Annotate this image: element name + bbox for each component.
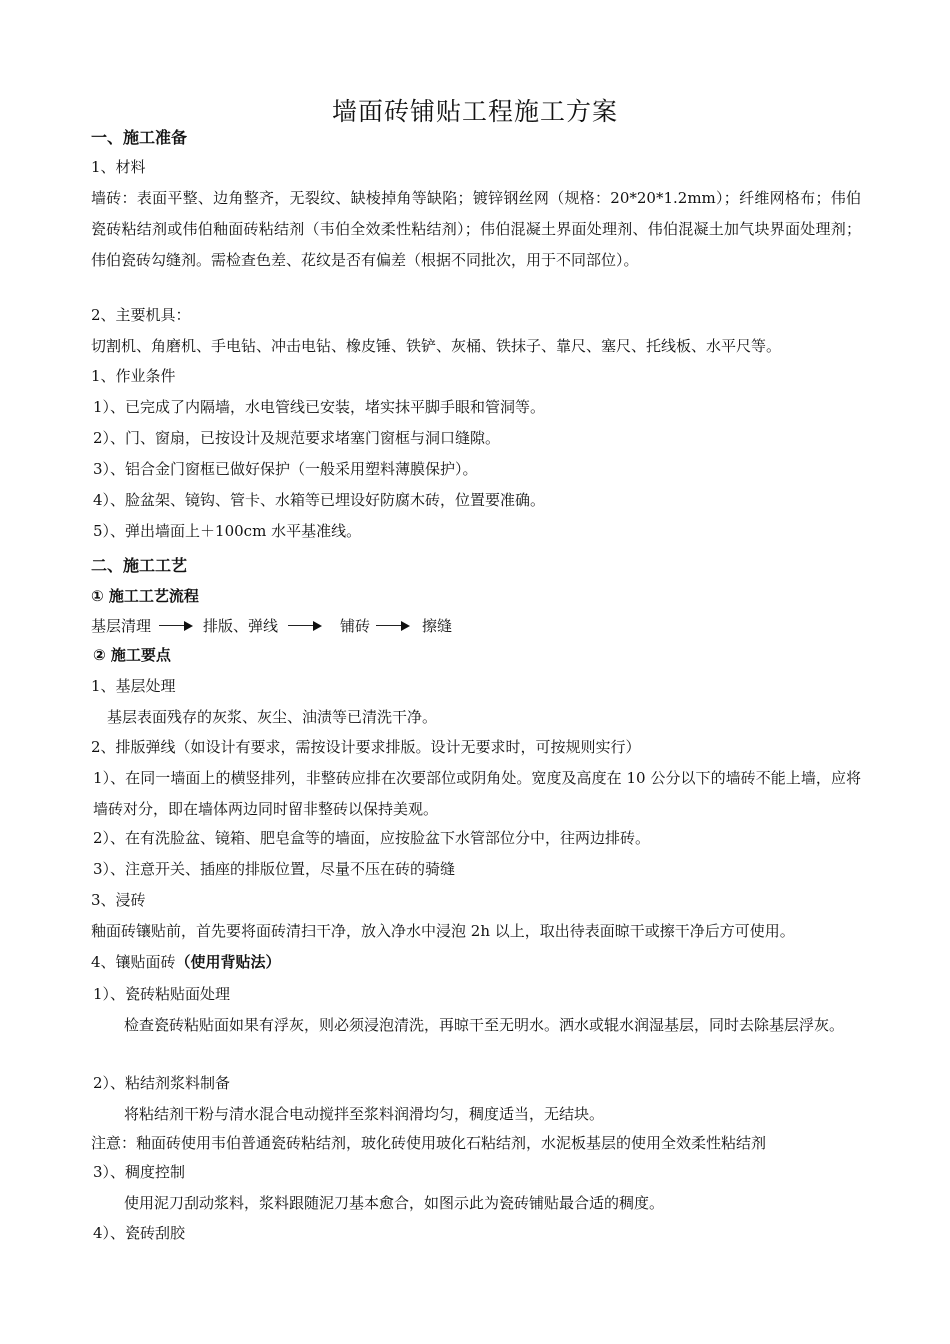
arrow-right-icon bbox=[376, 621, 410, 631]
layout-item: 3）、注意开关、插座的排版位置，尽量不压在砖的骑缝 bbox=[93, 860, 456, 878]
condition-item: 2）、门、窗扇，已按设计及规范要求堵塞门窗框与洞口缝隙。 bbox=[93, 429, 501, 447]
soak-heading: 3、浸砖 bbox=[91, 891, 146, 909]
flow-step: 基层清理 bbox=[91, 617, 152, 635]
t4-heading: 4）、瓷砖刮胶 bbox=[93, 1224, 186, 1242]
flow-step: 铺砖 bbox=[340, 617, 371, 635]
tile-heading-method: （使用背贴法） bbox=[175, 953, 281, 971]
process-flow bbox=[91, 612, 452, 640]
tools-text: 切割机、角磨机、手电钻、冲击电钻、橡皮锤、铁铲、灰桶、铁抹子、靠尺、塞尺、托线板、水平尺等。 bbox=[91, 337, 782, 355]
section-heading-preparation: 一、施工准备 bbox=[91, 128, 188, 147]
condition-item: 4）、脸盆架、镜钩、管卡、水箱等已埋设好防腐木砖，位置要准确。 bbox=[93, 491, 546, 509]
condition-item: 1）、已完成了内隔墙，水电管线已安装，堵实抹平脚手眼和管洞等。 bbox=[93, 398, 546, 416]
condition-item: 3）、铝合金门窗框已做好保护（一般采用塑料薄膜保护）。 bbox=[93, 460, 478, 478]
t2-text: 将粘结剂干粉与清水混合电动搅拌至浆料润滑均匀，稠度适当，无结块。 bbox=[124, 1105, 605, 1123]
layout-item: 1）、在同一墙面上的横竖排列，非整砖应排在次要部位或阴角处。宽度及高度在 10 公分以下的墙砖不能上墙，应将墙砖对分，即在墙体两边同时留非整砖以保持美观。 bbox=[93, 769, 861, 818]
conditions-heading: 1、作业条件 bbox=[91, 367, 176, 385]
condition-item: 5）、弹出墙面上＋100cm 水平基准线。 bbox=[93, 522, 362, 540]
flow-step: 擦缝 bbox=[422, 617, 453, 635]
document-title: 墙面砖铺贴工程施工方案 bbox=[331, 97, 618, 126]
flow-step: 排版、弹线 bbox=[203, 617, 279, 635]
base-heading: 1、基层处理 bbox=[91, 677, 176, 695]
base-text: 基层表面残存的灰浆、灰尘、油渍等已清洗干净。 bbox=[107, 708, 438, 726]
arrow-right-icon bbox=[159, 621, 193, 631]
t3-text: 使用泥刀刮动浆料，浆料跟随泥刀基本愈合，如图示此为瓷砖铺贴最合适的稠度。 bbox=[124, 1194, 665, 1212]
arrow-right-icon bbox=[288, 621, 322, 631]
note-text: 注意：釉面砖使用韦伯普通瓷砖粘结剂，玻化砖使用玻化石粘结剂，水泥板基层的使用全效柔性粘结剂 bbox=[91, 1134, 767, 1152]
materials-heading: 1、材料 bbox=[91, 158, 146, 176]
tools-heading: 2、主要机具： bbox=[91, 306, 191, 324]
section-heading-process: 二、施工工艺 bbox=[91, 556, 188, 575]
t1-text: 检查瓷砖粘贴面如果有浮灰，则必须浸泡清洗，再晾干至无明水。洒水或辊水润湿基层，同时去除基层浮灰。 bbox=[124, 1016, 845, 1034]
t3-heading: 3）、稠度控制 bbox=[93, 1163, 186, 1181]
t1-heading: 1）、瓷砖粘贴面处理 bbox=[93, 985, 231, 1003]
soak-text: 釉面砖镶贴前，首先要将面砖清扫干净，放入净水中浸泡 2h 以上，取出待表面晾干或擦干净后方可使用。 bbox=[91, 922, 795, 940]
layout-heading: 2、排版弹线（如设计有要求，需按设计要求排版。设计无要求时，可按规则实行） bbox=[91, 738, 641, 756]
flow-heading: ① 施工工艺流程 bbox=[91, 587, 199, 605]
tile-heading-main: 4、镶贴面砖 bbox=[91, 953, 176, 971]
layout-item: 2）、在有洗脸盆、镜箱、肥皂盒等的墙面，应按脸盆下水管部位分中，往两边排砖。 bbox=[93, 829, 651, 847]
t2-heading: 2）、粘结剂浆料制备 bbox=[93, 1074, 231, 1092]
tile-heading bbox=[91, 947, 866, 978]
points-heading: ② 施工要点 bbox=[93, 646, 171, 664]
materials-text: 墙砖：表面平整、边角整齐，无裂纹、缺棱掉角等缺陷；镀锌钢丝网（规格：20*20*1.2mm）；纤维网格布；伟伯瓷砖粘结剂或伟伯釉面砖粘结剂（韦伯全效柔性粘结剂）；伟伯混凝土界面处理剂、伟伯混凝土加气块界面处理剂；伟伯瓷砖勾缝剂。需检查色差、花纹是否有偏差（根据不同批次，用于不同部位）。 bbox=[91, 189, 861, 269]
